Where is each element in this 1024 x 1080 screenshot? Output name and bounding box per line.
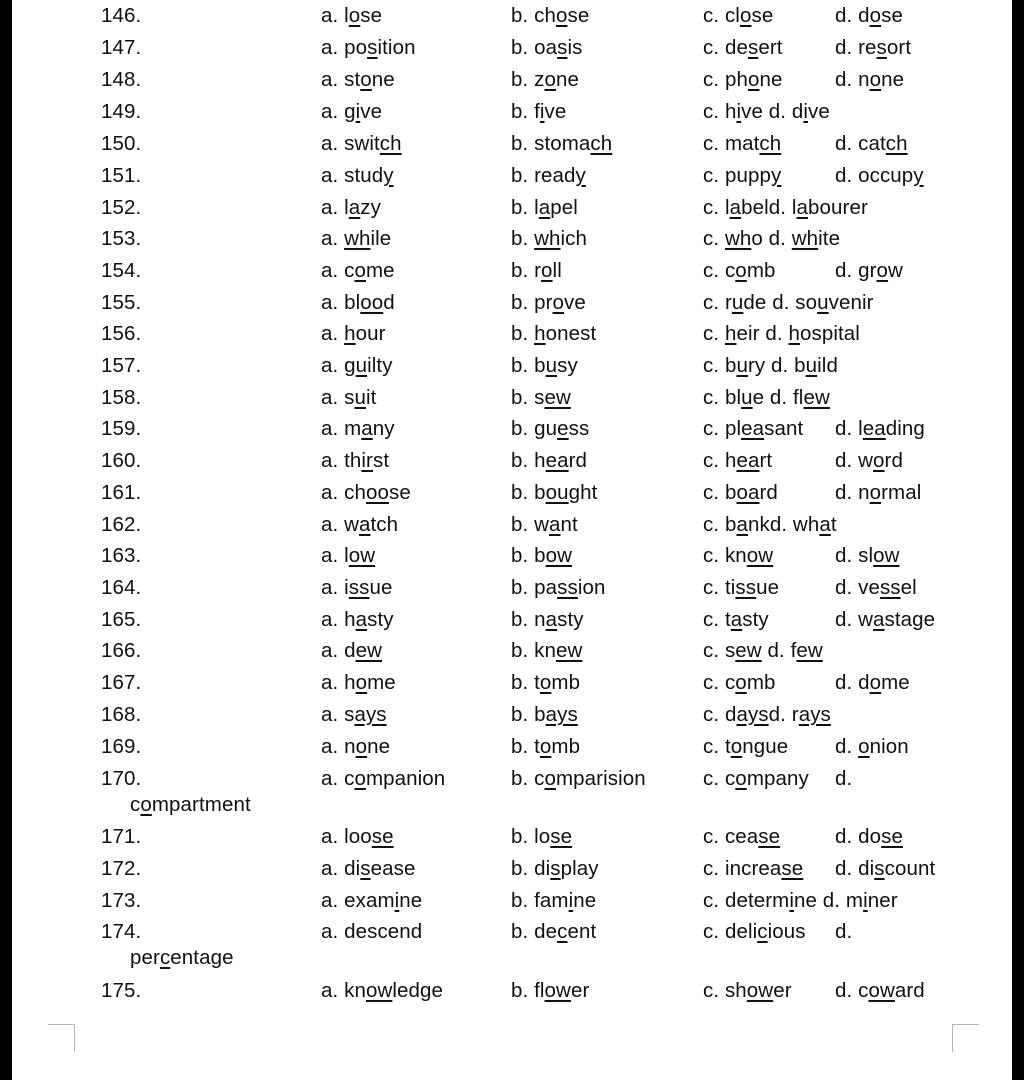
option-a: a. thirst <box>321 449 390 472</box>
option-d: d. wastage <box>835 608 936 631</box>
question-number: 152. <box>101 196 142 219</box>
option-c: c. puppy <box>703 164 782 187</box>
option-a: a. position <box>321 36 416 59</box>
question-number: 172. <box>101 857 142 880</box>
page-corner-mark-right <box>952 1024 979 1052</box>
option-b: b. decent <box>511 920 597 943</box>
question-number: 149. <box>101 100 142 123</box>
option-b: b. heard <box>511 449 588 472</box>
option-b: b. guess <box>511 417 590 440</box>
option-b: b. sew <box>511 386 571 409</box>
question-number: 158. <box>101 386 142 409</box>
option-d: d. <box>835 920 853 943</box>
option-c: c. heir d. hospital <box>703 322 860 345</box>
question-number: 174. <box>101 920 142 943</box>
option-b: b. which <box>511 227 588 250</box>
option-d: d. word <box>835 449 903 472</box>
question-row <box>12 669 1012 697</box>
question-number: 146. <box>101 4 142 27</box>
option-c: c. pleasant <box>703 417 804 440</box>
option-c: c. board <box>703 481 778 504</box>
option-c: c. shower <box>703 979 792 1002</box>
option-b: b. display <box>511 857 599 880</box>
question-row <box>12 289 1012 317</box>
option-c: c. comb <box>703 259 776 282</box>
document-page <box>12 0 1012 1080</box>
question-row <box>12 855 1012 883</box>
option-c: c. bury d. build <box>703 354 838 377</box>
option-b: b. lose <box>511 825 573 848</box>
option-c: c. tasty <box>703 608 769 631</box>
question-number: 162. <box>101 513 142 536</box>
question-row <box>12 701 1012 729</box>
option-b: b. flower <box>511 979 590 1002</box>
option-c: c. desert <box>703 36 783 59</box>
option-a: a. while <box>321 227 392 250</box>
question-number: 155. <box>101 291 142 314</box>
option-d: d. leading <box>835 417 925 440</box>
question-number: 147. <box>101 36 142 59</box>
option-b: b. honest <box>511 322 597 345</box>
question-row <box>12 162 1012 190</box>
option-c: c. determine d. miner <box>703 889 898 912</box>
option-a: a. study <box>321 164 394 187</box>
question-row <box>12 918 1012 974</box>
question-row <box>12 511 1012 539</box>
question-row <box>12 887 1012 915</box>
option-b: b. stomach <box>511 132 613 155</box>
option-b: b. ready <box>511 164 586 187</box>
question-row <box>12 823 1012 851</box>
option-d: d. grow <box>835 259 903 282</box>
option-b: b. bow <box>511 544 572 567</box>
option-a: a. lose <box>321 4 383 27</box>
page-corner-mark-left <box>48 1024 75 1052</box>
option-b: b. famine <box>511 889 597 912</box>
option-d: d. dose <box>835 825 903 848</box>
question-row <box>12 637 1012 665</box>
question-number: 156. <box>101 322 142 345</box>
option-c: c. phone <box>703 68 783 91</box>
question-number: 170. <box>101 767 142 790</box>
option-a: a. none <box>321 735 391 758</box>
option-b: b. five <box>511 100 567 123</box>
question-number: 175. <box>101 979 142 1002</box>
option-b: b. passion <box>511 576 606 599</box>
option-c: c. daysd. rays <box>703 703 831 726</box>
option-d-continuation: percentage <box>130 946 234 969</box>
option-a: a. loose <box>321 825 394 848</box>
option-b: b. lapel <box>511 196 578 219</box>
question-row <box>12 447 1012 475</box>
option-a: a. hour <box>321 322 386 345</box>
option-a: a. companion <box>321 767 446 790</box>
option-d: d. dome <box>835 671 910 694</box>
question-row <box>12 2 1012 30</box>
option-d: d. normal <box>835 481 922 504</box>
question-number: 153. <box>101 227 142 250</box>
option-a: a. home <box>321 671 396 694</box>
option-d: d. dose <box>835 4 903 27</box>
question-row <box>12 415 1012 443</box>
option-c: c. company <box>703 767 809 790</box>
option-d: d. coward <box>835 979 925 1002</box>
option-a: a. stone <box>321 68 395 91</box>
option-b: b. chose <box>511 4 590 27</box>
option-c: c. labeld. labourer <box>703 196 868 219</box>
option-a: a. many <box>321 417 395 440</box>
question-number: 163. <box>101 544 142 567</box>
option-d: d. discount <box>835 857 936 880</box>
option-d: d. slow <box>835 544 900 567</box>
option-b: b. nasty <box>511 608 584 631</box>
option-c: c. blue d. flew <box>703 386 830 409</box>
option-c: c. close <box>703 4 774 27</box>
question-number: 157. <box>101 354 142 377</box>
question-row <box>12 352 1012 380</box>
question-number: 161. <box>101 481 142 504</box>
option-a: a. dew <box>321 639 382 662</box>
option-a: a. disease <box>321 857 416 880</box>
option-c: c. who d. white <box>703 227 841 250</box>
option-c: c. rude d. souvenir <box>703 291 874 314</box>
question-number: 148. <box>101 68 142 91</box>
option-d: d. occupy <box>835 164 924 187</box>
option-a: a. hasty <box>321 608 394 631</box>
option-b: b. bays <box>511 703 578 726</box>
question-row <box>12 542 1012 570</box>
option-c: c. match <box>703 132 782 155</box>
option-b: b. bought <box>511 481 598 504</box>
option-a: a. low <box>321 544 376 567</box>
option-c: c. comb <box>703 671 776 694</box>
option-a: a. descend <box>321 920 423 943</box>
option-a: a. lazy <box>321 196 381 219</box>
option-d: d. resort <box>835 36 912 59</box>
question-number: 154. <box>101 259 142 282</box>
question-row <box>12 98 1012 126</box>
option-c: c. heart <box>703 449 773 472</box>
option-a: a. examine <box>321 889 423 912</box>
question-number: 167. <box>101 671 142 694</box>
option-a: a. knowledge <box>321 979 444 1002</box>
question-row <box>12 574 1012 602</box>
question-row <box>12 130 1012 158</box>
option-a: a. issue <box>321 576 393 599</box>
option-c: c. increase <box>703 857 804 880</box>
question-row <box>12 225 1012 253</box>
option-d: d. onion <box>835 735 909 758</box>
question-row <box>12 320 1012 348</box>
option-b: b. tomb <box>511 735 581 758</box>
question-row <box>12 384 1012 412</box>
option-a: a. says <box>321 703 387 726</box>
option-c: c. bankd. what <box>703 513 837 536</box>
option-a: a. give <box>321 100 383 123</box>
question-number: 173. <box>101 889 142 912</box>
option-c: c. hive d. dive <box>703 100 830 123</box>
option-a: a. come <box>321 259 395 282</box>
question-row <box>12 194 1012 222</box>
question-number: 166. <box>101 639 142 662</box>
option-c: c. tissue <box>703 576 780 599</box>
question-number: 160. <box>101 449 142 472</box>
question-row <box>12 977 1012 1005</box>
option-c: c. know <box>703 544 774 567</box>
question-row <box>12 606 1012 634</box>
question-row <box>12 66 1012 94</box>
question-row <box>12 257 1012 285</box>
option-d: d. vessel <box>835 576 917 599</box>
question-number: 168. <box>101 703 142 726</box>
question-number: 164. <box>101 576 142 599</box>
question-number: 171. <box>101 825 142 848</box>
question-number: 169. <box>101 735 142 758</box>
question-number: 151. <box>101 164 142 187</box>
option-c: c. sew d. few <box>703 639 823 662</box>
option-b: b. want <box>511 513 578 536</box>
question-number: 150. <box>101 132 142 155</box>
option-a: a. choose <box>321 481 411 504</box>
option-c: c. delicious <box>703 920 806 943</box>
question-number: 159. <box>101 417 142 440</box>
option-b: b. prove <box>511 291 586 314</box>
question-row <box>12 479 1012 507</box>
option-a: a. guilty <box>321 354 393 377</box>
option-a: a. blood <box>321 291 395 314</box>
option-b: b. roll <box>511 259 562 282</box>
question-row <box>12 733 1012 761</box>
option-a: a. suit <box>321 386 377 409</box>
option-b: b. zone <box>511 68 579 91</box>
option-b: b. comparision <box>511 767 646 790</box>
option-a: a. watch <box>321 513 399 536</box>
option-d-continuation: compartment <box>130 793 251 816</box>
option-b: b. busy <box>511 354 578 377</box>
option-d: d. <box>835 767 853 790</box>
option-c: c. cease <box>703 825 781 848</box>
option-d: d. catch <box>835 132 908 155</box>
option-d: d. none <box>835 68 905 91</box>
option-c: c. tongue <box>703 735 789 758</box>
option-b: b. tomb <box>511 671 581 694</box>
question-row <box>12 765 1012 821</box>
question-number: 165. <box>101 608 142 631</box>
question-row <box>12 34 1012 62</box>
option-a: a. switch <box>321 132 402 155</box>
option-b: b. knew <box>511 639 583 662</box>
option-b: b. oasis <box>511 36 583 59</box>
